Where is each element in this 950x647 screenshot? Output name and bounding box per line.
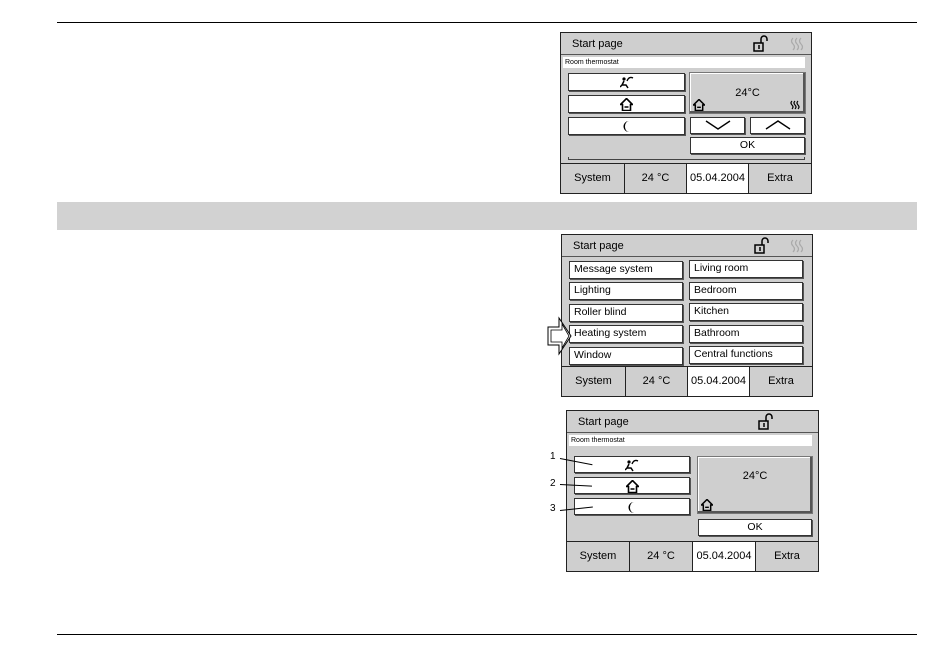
menu-lighting[interactable]: Lighting: [569, 282, 683, 300]
current-temperature: 24 °C: [641, 172, 670, 184]
date-display: 05.04.2004: [687, 367, 750, 396]
menu-window[interactable]: Window: [569, 347, 683, 365]
extra-button[interactable]: Extra: [774, 550, 800, 562]
padlock-open-icon[interactable]: [751, 237, 769, 255]
system-button[interactable]: System: [562, 367, 626, 396]
increase-button[interactable]: [750, 117, 805, 134]
decrease-button[interactable]: [690, 117, 745, 134]
padlock-open-icon[interactable]: [750, 35, 768, 53]
night-icon: [621, 120, 633, 133]
current-temperature: 24 °C: [642, 375, 671, 387]
status-bar: [562, 366, 812, 396]
extra-button[interactable]: Extra: [767, 172, 793, 184]
comfort-icon: [625, 459, 639, 472]
thermostat-panel-top: [560, 32, 812, 194]
selection-arrow-icon: [547, 316, 573, 356]
house-icon: [701, 499, 713, 511]
night-mode-button[interactable]: [568, 117, 685, 135]
panel-subtitle: Room thermostat: [563, 57, 805, 68]
start-page-panel: [561, 234, 813, 397]
menu-central-functions[interactable]: Central functions: [689, 346, 803, 364]
extra-button[interactable]: Extra: [768, 375, 794, 387]
panel-title-bar: [567, 411, 818, 433]
hidden-row-edge: [568, 157, 805, 160]
chevron-up-icon: [764, 119, 792, 131]
panel-title-bar: [562, 235, 812, 257]
menu-kitchen[interactable]: Kitchen: [689, 303, 803, 321]
section-band: [57, 202, 917, 230]
callout-1: 1: [550, 451, 556, 462]
night-icon: [626, 501, 638, 514]
temperature-display: [697, 456, 813, 514]
menu-bathroom[interactable]: Bathroom: [689, 325, 803, 343]
menu-heating-system[interactable]: Heating system: [569, 325, 683, 343]
heating-icon: [790, 100, 800, 110]
chevron-down-icon: [704, 119, 732, 131]
panel-title: Start page: [578, 416, 629, 428]
ok-button[interactable]: OK: [698, 519, 812, 536]
date-display: 05.04.2004: [692, 542, 756, 571]
panel-title-bar: [561, 33, 811, 55]
callout-3: 3: [550, 503, 556, 514]
heating-waves-icon: [789, 36, 805, 52]
current-temperature: 24 °C: [647, 550, 675, 562]
standby-icon: [626, 480, 639, 493]
temperature-display: [689, 72, 806, 114]
top-rule: [57, 22, 917, 23]
thermostat-panel-bottom: [566, 410, 819, 572]
bottom-rule: [57, 634, 917, 635]
system-button[interactable]: System: [567, 542, 630, 571]
heating-waves-icon: [789, 238, 805, 254]
setpoint-temperature: 24°C: [735, 87, 760, 99]
panel-title: Start page: [572, 38, 623, 50]
menu-living-room[interactable]: Living room: [689, 260, 803, 278]
menu-bedroom[interactable]: Bedroom: [689, 282, 803, 300]
panel-subtitle: Room thermostat: [569, 435, 812, 446]
status-bar: [567, 541, 818, 571]
comfort-mode-button[interactable]: [568, 73, 685, 91]
setpoint-temperature: 24°C: [742, 470, 768, 482]
comfort-icon: [620, 76, 634, 89]
standby-mode-button[interactable]: [568, 95, 685, 113]
house-icon: [693, 99, 705, 111]
callout-2: 2: [550, 478, 556, 489]
date-display: 05.04.2004: [686, 164, 749, 193]
panel-title: Start page: [573, 240, 624, 252]
system-button[interactable]: System: [561, 164, 625, 193]
padlock-open-icon[interactable]: [755, 413, 773, 431]
menu-message-system[interactable]: Message system: [569, 261, 683, 279]
menu-roller-blind[interactable]: Roller blind: [569, 304, 683, 322]
ok-button[interactable]: OK: [690, 137, 805, 154]
standby-icon: [620, 98, 633, 111]
status-bar: [561, 163, 811, 193]
